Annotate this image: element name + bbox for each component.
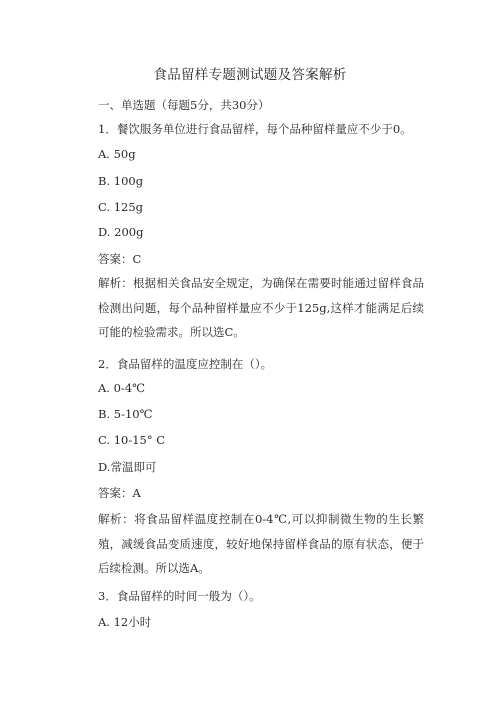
question-1-explanation: [78, 271, 424, 345]
question-2-option-b: B. 5-10℃: [98, 407, 153, 421]
question-2-option-c: C. 10-15° C: [98, 433, 166, 447]
question-1-stem: 1．餐饮服务单位进行食品留样，每个品种留样量应不少于0。: [98, 122, 412, 136]
question-2-option-a: A. 0-4℃: [98, 381, 145, 395]
question-3-stem: 3．食品留样的时间一般为（）。: [98, 589, 261, 603]
question-1-option-a: A. 50g: [98, 147, 136, 161]
section-heading: 一、单选题（每题5分，共30分）: [98, 98, 270, 112]
question-1-option-b: B. 100g: [98, 174, 144, 188]
question-1-option-c: C. 125g: [98, 200, 144, 214]
question-2-answer: 答案：A: [98, 486, 141, 500]
question-1-option-d: D. 200g: [98, 225, 144, 239]
document-title: 食品留样专题测试题及答案解析: [153, 67, 347, 83]
question-2-explanation-text: 解析：将食品留样温度控制在0-4℃,可以抑制微生物的生长繁殖，减缓食品变质速度，较好地保持留样食品的原有状态，便于后续检测。所以选A。: [98, 512, 424, 575]
question-1-answer: 答案：C: [98, 252, 142, 266]
question-3-option-a: A. 12小时: [98, 615, 152, 629]
question-2-stem: 2．食品留样的温度应控制在（）。: [98, 357, 273, 371]
question-1-explanation-text: 解析：根据相关食品安全规定，为确保在需要时能通过留样食品检测出问题，每个品种留样量应不少于125g,这样才能满足后续可能的检验需求。所以选C。: [98, 276, 424, 339]
question-2-option-d: D.常温即可: [98, 460, 157, 474]
question-2-explanation: [78, 507, 424, 581]
